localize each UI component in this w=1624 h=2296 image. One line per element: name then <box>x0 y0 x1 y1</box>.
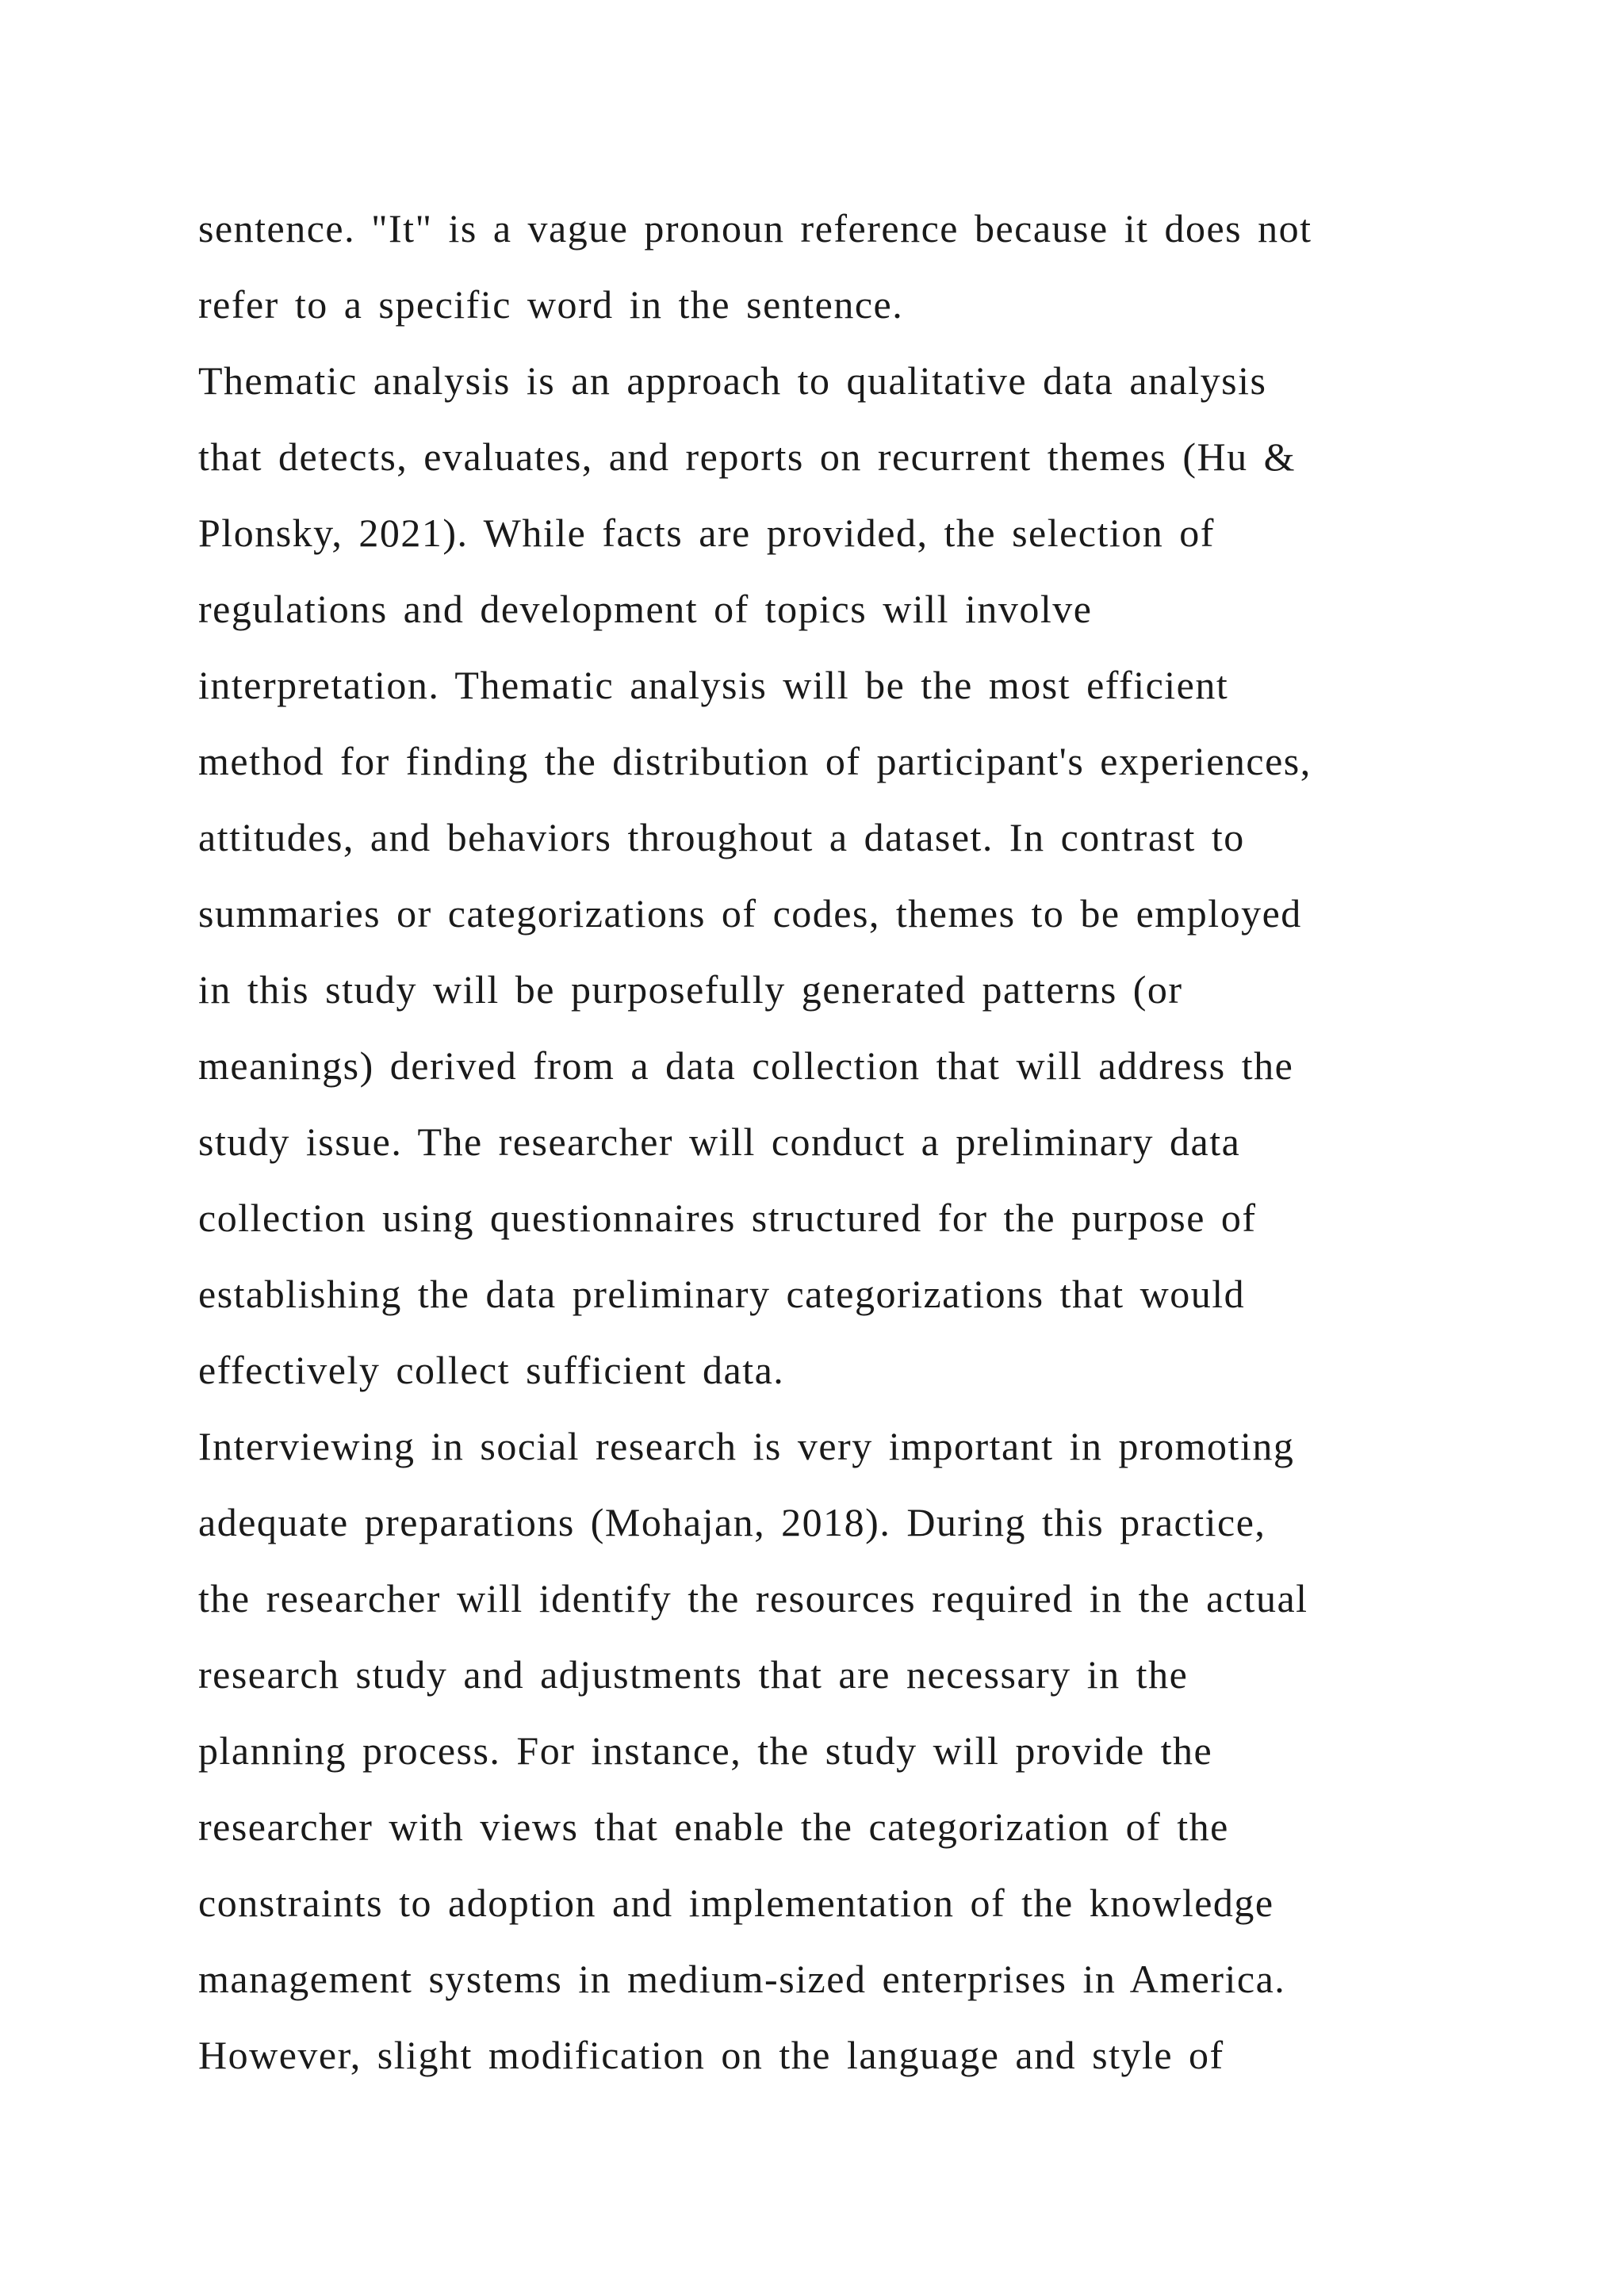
text-line: meanings) derived from a data collection that will address the <box>198 1043 1294 1088</box>
text-line: method for finding the distribution of participant's experiences, <box>198 739 1312 783</box>
text-line: Thematic analysis is an approach to qualitative data analysis <box>198 358 1267 403</box>
text-line: research study and adjustments that are necessary in the <box>198 1652 1189 1697</box>
text-line: planning process. For instance, the study will provide the <box>198 1728 1213 1773</box>
text-line: in this study will be purposefully generated patterns (or <box>198 967 1183 1012</box>
text-line: adequate preparations (Mohajan, 2018). During this practice, <box>198 1500 1266 1544</box>
text-line: regulations and development of topics will involve <box>198 587 1093 631</box>
text-line: constraints to adoption and implementation of the knowledge <box>198 1881 1274 1925</box>
text-line: attitudes, and behaviors throughout a dataset. In contrast to <box>198 815 1245 859</box>
text-line: Plonsky, 2021). While facts are provided, the selection of <box>198 511 1215 555</box>
text-line: collection using questionnaires structured for the purpose of <box>198 1196 1257 1240</box>
text-line: study issue. The researcher will conduct a preliminary data <box>198 1119 1241 1164</box>
text-line: summaries or categorizations of codes, themes to be employed <box>198 891 1302 936</box>
text-line: researcher with views that enable the categorization of the <box>198 1804 1229 1849</box>
text-line: that detects, evaluates, and reports on recurrent themes (Hu & <box>198 434 1297 479</box>
text-line: However, slight modification on the language and style of <box>198 2033 1224 2077</box>
text-line: establishing the data preliminary categorizations that would <box>198 1272 1246 1316</box>
text-line: the researcher will identify the resources required in the actual <box>198 1576 1308 1621</box>
text-line: Interviewing in social research is very important in promoting <box>198 1424 1295 1468</box>
text-line: refer to a specific word in the sentence. <box>198 282 904 327</box>
text-line: effectively collect sufficient data. <box>198 1348 785 1392</box>
body-text <box>198 190 1435 2093</box>
text-line: management systems in medium-sized enterprises in America. <box>198 1957 1286 2001</box>
text-line: interpretation. Thematic analysis will be the most efficient <box>198 663 1229 707</box>
text-line: sentence. "It" is a vague pronoun reference because it does not <box>198 206 1312 251</box>
